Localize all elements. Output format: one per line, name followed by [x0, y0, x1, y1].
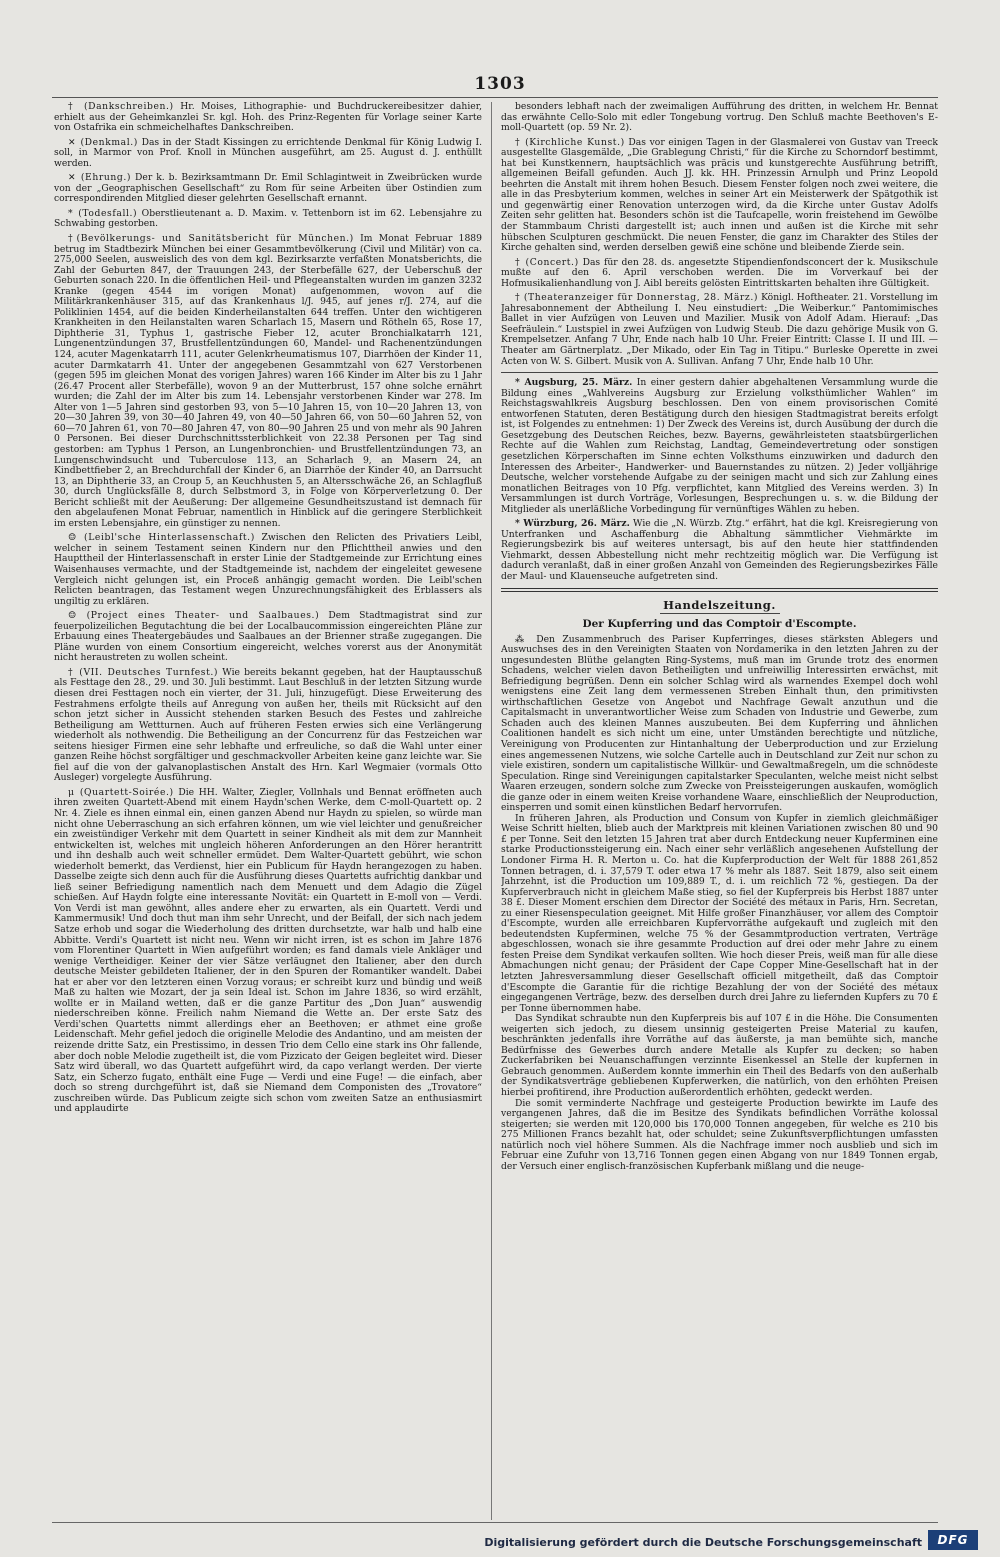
- news-item: [501, 102, 938, 134]
- item-rubric: ☺ (Project eines Theater- und Saalbaues.): [68, 610, 320, 622]
- article-title: Der Kupferring und das Comptoir d'Escompte.: [582, 617, 857, 630]
- footer-rule: [52, 1522, 938, 1523]
- news-item: [54, 788, 482, 1115]
- item-text: Das vor einigen Tagen in der Glasmalerei von Gustav van Treeck ausgestellte Glasgemälde, „Die Grablegung Christi,“ für die Kirche zu Schorndorf bestimmt, hat bei Kunstkennern, hauptsächlich was präcis und kunstgerechte Ausführung betrifft, allgemeinen Beifall gefunden. Auch JJ. kk. HH. Prinzessin Arnulph und Prinz Leopold beehrten die Anstalt mit ihrem hohen Besuch. Diesem Fenster folgen noch zwei weitere, die alle in das Presbyterium kommen, welches in seiner Art ein Meisterwerk der Spätgothik ist und gegenwärtig einer Renovation unterzogen wird, da die Kirche unter Gustav Adolfs Zeiten sehr gelitten hat. Besonders schön ist die Taufcapelle, worin freistehend im Gewölbe der Stammbaum Christi dargestellt ist; auch innen und außen ist die Kirche mit sehr hübschen Sculpturen geschmückt. Die neuen Fenster, die ganz im Charakter des Stiles der Kirche gehalten sind, werden derselben gewiß eine schöne und bleibende Zierde sein.: [501, 136, 938, 254]
- item-text: Hr. Moises, Lithographie- und Buchdruckereibesitzer dahier, erhielt aus der Geheimkanzlei Sr. kgl. Hoh. des Prinz-Regenten für Vorlage seiner Karte von Ostafrika ein schmeichelhaftes Dankschreiben.: [54, 102, 482, 134]
- article-paragraph: Die somit verminderte Nachfrage und gesteigerte Production bewirkte im Laufe des vergangenen Jahres, daß die im Besitze des Syndikats befindlichen Vorräthe kolossal steigerten; sie werden mit 120,000 bis 170,000 Tonnen angegeben, für welche es 210 bis 275 Millionen Francs bezahlt hat, oder schuldet; seine Zukunftsverpflichtungen umfassten natürlich noch viel höhere Summen. Als die Nachfrage immer noch ausblieb und sich im Februar eine Zufuhr von 13,716 Tonnen gegen einen Abgang von nur 1849 Tonnen ergab, der Versuch einer englisch-französischen Kupferbank mißlang und die neuge-: [501, 1097, 938, 1172]
- page-number: 1303: [474, 74, 526, 94]
- news-item: [54, 138, 482, 170]
- header-rule: [52, 97, 938, 98]
- title-underline: [660, 613, 780, 614]
- news-item: [501, 138, 938, 254]
- news-item: [501, 293, 938, 367]
- item-text: besonders lebhaft nach der zweimaligen Aufführung des dritten, in welchem Hr. Bennat das erwähnte Cello-Solo mit edler Tongebung vortrug. Den Schluß machte Beethoven's E-moll-Quartett (op. 59 Nr. 2).: [501, 102, 938, 134]
- item-text: Zwischen den Relicten des Privatiers Leibl, welcher in seinem Testament seinen Kindern nur den Pflichttheil anwies und den Haupttheil der Hinterlassenschaft in erster Linie der Stadtgemeinde zur Errichtung eines Waisenhauses vermachte, und der Stadtgemeinde ist, nachdem der eingeleitet gewesene Vergleich nicht gelungen ist, ein Proceß anhängig gemacht worden. Die Leibl'schen Relicten beantragen, das Testament wegen Unzurechnungsfähigkeit des Erblassers als ungiltig zu erklären.: [54, 532, 482, 607]
- local-news-continued: [501, 102, 938, 367]
- news-item: [54, 611, 482, 664]
- item-text: Das in der Stadt Kissingen zu errichtende Denkmal für König Ludwig I. soll, in Marmor von Prof. Knoll in München ausgeführt, am 25. August d. J. enthüllt werden.: [54, 136, 482, 169]
- item-rubric: † (Kirchliche Kunst.): [515, 136, 625, 148]
- article-paragraph: ⁂ Den Zusammenbruch des Pariser Kupferringes, dieses stärksten Ablegers und Auswuchses des in den Vereinigten Staaten von Nordamerika in den letzten Jahren zu der ungesundesten Blüthe gelangten Ring-Systems, muß man im Grunde trotz des enormen Schadens, welcher vielen davon Betheiligten und unfreiwillig Interessirten erwächst, mit Befriedigung begrüßen. Denn ein solcher Schlag wird als warnendes Exempel doch wohl wenigstens eine Zeit lang dem vermessenen Streben Einhalt thun, den primitivsten wirthschaftlichen Gesetze von Angebot und Nachfrage Gewalt anzuthun und die Capitalsmacht in unverantwortlicher Weise zum Schaden von Industrie und Gewerbe, zum Schaden auch des kleinen Mannes auszubeuten. Bei dem Kupferring und ähnlichen Coalitionen handelt es sich nicht um eine, unter Umständen berechtigte und nützliche, Vereinigung von Producenten zur Hintanhaltung der Ueberproduction und zur Erzielung eines angemessenen Nutzens, wie solche Cartelle auch in Deutschland zur Zeit nur schon zu viele existiren, sondern um capitalistische Willkür- und Gewaltmaßregeln, um die schnödeste Speculation. Ringe sind Vereinigungen capitalstarker Speculanten, welche meist nicht selbst Waaren erzeugen, sondern solche zum Zwecke von Preissteigerungen auskaufen, womöglich die ganze oder in einem weiten Kreise vorhandene Waare, einschließlich der Neuproduction, einsperren und somit einen künstlichen Bedarf hervorrufen.: [501, 633, 938, 814]
- item-text: In einer gestern dahier abgehaltenen Versammlung wurde die Bildung eines „Wahlvereins Augsburg zur Erzielung volksthümlicher Wahlen“ im Reichstagswahlkreis Augsburg beschlossen. Den von einem provisorischen Comité entworfenen Statuten, deren Bestätigung durch den hiesigen Stadtmagistrat bereits erfolgt ist, ist Folgendes zu entnehmen: 1) Der Zweck des Vereins ist, durch Ausübung der durch die Gesetzgebung des Deutschen Reiches, bezw. Bayerns, gewährleisteten staatsbürgerlichen Rechte auf die Wahlen zum Reichstag, Landtag, Gemeindevertretung oder sonstigen gesetzlichen Körperschaften im Sinne echten Volksthums einzuwirken und dadurch den Interessen des Arbeiter-, Handwerker- und Bauernstandes zu nützen. 2) Jeder volljährige Deutsche, welcher vorstehende Aufgabe zu der seinigen macht und sich zur Zahlung eines monatlichen Beitrages von 10 Pfg. verpflichtet, kann Mitglied des Vereins werden. 3) In Versammlungen ist durch Vorträge, Vorlesungen, Besprechungen u. s. w. die Bildung der Mitglieder als unerläßliche Vorbedingung für vernünftiges Wählen zu heben.: [501, 377, 938, 515]
- left-column: [54, 102, 482, 1520]
- column-divider: [491, 102, 492, 1520]
- commerce-article: [501, 635, 938, 1173]
- article-paragraph: Das Syndikat schraubte nun den Kupferpreis bis auf 107 £ in die Höhe. Die Consumenten weigerten sich jedoch, zu diesem unsinnig gesteigerten Preise Material zu kaufen, beschränkten jedenfalls ihre Vorräthe auf das äußerste, ja man bemühte sich, manche Bedürfnisse des Gewerbes durch andere Metalle als Kupfer zu decken; so haben Zuckerfabriken bei Neuanschaffungen verzinnte Eisenkessel an Stelle der kupfernen in Gebrauch genommen. Außerdem konnte immerhin ein Theil des Bedarfs von den außerhalb der Syndikatsverträge gebliebenen Kupferwerken, die natürlich, von den erhöhten Preisen hierbei profitirend, ihre Production außerordentlich erhöhten, gedeckt werden.: [501, 1013, 938, 1099]
- item-rubric: † (Concert.): [515, 256, 579, 268]
- item-text: Im Monat Februar 1889 betrug im Stadtbezirk München bei einer Gesammtbevölkerung (Civil und Militär) von ca. 275,000 Seelen, ausweislich des von dem kgl. Bezirksarzte verfaßten Monatsberichts, die Zahl der Geburten 847, der Trauungen 243, der Sterbefälle 627, der Ueberschuß der Geburten sonach 220. In die öffentlichen Heil- und Pflegeanstalten wurden im ganzen 3232 Kranke (gegen 4544 im vorigen Monat) aufgenommen, wovon auf die Militärkrankenhäuser 315, auf das Krankenhaus l/J. 945, auf jenes r/J. 274, auf die Poliklinien 1454, auf die beiden Kinderheilanstalten 644 treffen. Unter den wichtigeren Krankheiten in den Heilanstalten waren Scharlach 15, Masern und Rötheln 65, Rose 17, Diphtherie 31, Typhus 1, gastrische Fieber 12, acuter Bronchialkatarrh 121, Lungenentzündungen 37, Brustfellentzündungen 60, Mandel- und Rachenentzündungen 124, acuter Magenkatarrh 111, acuter Gelenkrheumatismus 107, Diarrhöen der Kinder 11, acuter Darmkatarrh 41. Unter der angegebenen Gesammtzahl von 627 Verstorbenen (gegen 595 im gleichen Monat des vorigen Jahres) waren 166 Kinder im Alter bis zu 1 Jahr (26.47 Procent aller Sterbefälle), wovon 9 an der Mutterbrust, 157 ohne solche ernährt wurden; die Zahl der im Alter bis zum 14. Lebensjahr verstorbenen Kinder war 278. Im Alter von 1—5 Jahren sind gestorben 93, von 5—10 Jahren 15, von 10—20 Jahren 13, von 20—30 Jahren 39, von 30—40 Jahren 49, von 40—50 Jahren 66, von 50—60 Jahren 52, von 60—70 Jahren 61, von 70—80 Jahren 47, von 80—90 Jahren 25 und von mehr als 90 Jahren 0 Personen. Bei dieser Durchschnittssterblichkeit von 22.38 Personen per Tag sind gestorben: am Typhus 1 Person, an Lungenbronchien- und Brustfellentzündungen 73, an Lungenschwindsucht und Tuberculose 113, an Scharlach 9, an Masern 24, an Kindbettfieber 2, an Brechdurchfall der Kinder 6, an Diarrhöe der Kinder 40, an Darrsucht 13, an Diphtherie 33, an Croup 5, an Keuchhusten 5, an Altersschwäche 26, an Schlagfluß 30, durch Unglücksfälle 8, durch Selbstmord 3, in Folge von Körperverletzung 0. Der Bericht schließt mit der Aeußerung: Der allgemeine Gesundheitszustand ist demnach für den abgelaufenen Monat Februar, namentlich in Hinblick auf die geringere Sterblichkeit im ersten Lebensjahre, ein günstiger zu nennen.: [54, 233, 482, 529]
- news-item: [54, 668, 482, 784]
- news-item: [501, 378, 938, 515]
- news-item: [54, 234, 482, 529]
- article-paragraph: In früheren Jahren, als Production und Consum von Kupfer in ziemlich gleichmäßiger Weise Schritt hielten, blieb auch der Marktpreis mit kleinen Variationen zwischen 80 und 90 £ per Tonne. Seit den letzten 15 Jahren trat aber durch Entdeckung neuer Kupferminen eine starke Productionssteigerung ein. Nach einer sehr verläßlich angesehenen Aufstellung der Londoner Firma H. R. Merton u. Co. hat die Kupferproduction der Welt für 1888 261,852 Tonnen betragen, d. i. 37,579 T. oder etwa 17 % mehr als 1887. Seit 1879, also seit einem Jahrzehnt, ist die Production um 109,889 T., d. i. um reichlich 72 %, gestiegen. Da der Kupferverbrauch nicht in gleichem Maße stieg, so fiel der Kupferpreis bis Herbst 1887 unter 38 £. Dieser Moment erschien dem Director der Société des métaux in Paris, Hrn. Secretan, zu einer Riesenspeculation geeignet. Mit Hilfe großer Finanzhäuser, vor allem des Comptoir d'Escompte, wurden alle erreichbaren Kupfervorräthe aufgekauft und zugleich mit den bedeutendsten Kupferminen, welche 75 % der Gesammtproduction vertraten, Verträge abgeschlossen, wonach sie ihre gesammte Production auf drei oder mehr Jahre zu einem festen Preise dem Syndikat verkaufen sollten. Wie hoch dieser Preis, weiß man für alle diese Abmachungen nicht genau; der Präsident der Cape Copper Mine-Gesellschaft hat in der letzten Jahresversammlung dieser Gesellschaft officiell mitgetheilt, daß das Comptoir d'Escompte die Garantie für die richtige Bezahlung der von der Société des métaux eingegangenen Verträge, bezw. des derselben durch drei Jahre zu liefernden Kupfers zu 70 £ per Tonne übernommen habe.: [501, 812, 938, 1014]
- item-rubric: ✕ (Ehrung.): [68, 172, 132, 184]
- item-rubric: † (Dankschreiben.): [68, 102, 174, 112]
- item-text: Wie bereits bekannt gegeben, hat der Hauptausschuß als Festtage den 28., 29. und 30. Juli bestimmt. Laut Beschluß in der letzten Sitzung wurde diesen drei Festtagen noch ein vierter, der 31. Juli, hinzugefügt. Diese Erweiterung des Festrahmens erfolgte theils auf Anregung von außen her, theils mit Rücksicht auf den schon jetzt sicher in Aussicht stehenden starken Besuch des Festes und zahlreiche Betheiligung am Wettturnen. Auch auf früheren Festen erwies sich eine Verlängerung wiederholt als nothwendig. Die Betheiligung an der Concurrenz für das Festzeichen war seitens hiesiger Firmen eine sehr lebhafte und erfreuliche, so daß die Wahl unter einer ganzen Reihe höchst sorgfältiger und geschmackvoller Arbeiten keine ganz leichte war. Sie fiel auf die von der galvanoplastischen Anstalt des Hrn. Karl Wegmaier (vormals Otto Ausleger) vorgelegte Ausführung.: [54, 666, 482, 784]
- item-dateline: * Augsburg, 25. März.: [515, 377, 633, 389]
- news-item: [54, 533, 482, 607]
- item-text: Oberstlieutenant a. D. Maxim. v. Tettenborn ist im 62. Lebensjahre zu Schwabing gestorben.: [54, 207, 482, 230]
- item-rubric: * (Todesfall.): [68, 207, 138, 219]
- item-rubric: † (Theateranzeiger für Donnerstag, 28. März.): [515, 292, 759, 304]
- item-text: Dem Stadtmagistrat sind zur feuerpolizeilichen Begutachtung die bei der Localbaucommission eingereichten Pläne zur Erbauung eines Theatergebäudes und Saalbaues an der Brienner straße zugegangen. Die Pläne wurden von einem Consortium eingereicht, welches vorerst aus der Anonymität nicht heraustreten zu wollen scheint.: [54, 610, 482, 664]
- news-item: [54, 102, 482, 134]
- dfg-logo[interactable]: DFG: [928, 1530, 978, 1550]
- item-text: Die HH. Walter, Ziegler, Vollnhals und Bennat eröffneten auch ihren zweiten Quartett-Abend mit einem Haydn'schen Werke, dem C-moll-Quartett op. 2 Nr. 4. Ziele es ihnen einmal ein, einen ganzen Abend nur Haydn zu spielen, so würde man nicht ohne Ueberraschung an sich erfahren können, um wie viel leichter und genußreicher ein zweistündiger Verkehr mit dem Quartett in seiner Kindheit als mit dem zur Mannheit entwickelten ist, welches mit ungleich höheren Anforderungen an den Hörer herantritt und ihn deshalb auch weit schneller ermüdet. Dem Walter-Quartett gebührt, wie schon wiederholt bemerkt, das Verdienst, hier ein Publicum für Haydn herangezogen zu haben. Dasselbe zeigte sich denn auch für die Ausführung dieses Quartetts aufrichtig dankbar und ließ seiner Befriedigung namentlich nach dem Menuett und dem Adagio die Zügel schießen. Auf Haydn folgte eine interessante Novität: ein Quartett in E-moll von — Verdi. Von Verdi ist man gewöhnt, alles andere eher zu erwarten, als ein Quartett. Verdi und Kammermusik! Und doch thut man ihm sehr Unrecht, und der Beifall, der sich nach jedem Satze erhob und sogar die Wiederholung des dritten durchsetzte, war halb und halb eine Abbitte. Verdi's Quartett ist nicht neu. Wenn wir nicht irren, ist es schon im Jahre 1876 vom Florentiner Quartett in Wien aufgeführt worden; es fand damals viele Ankläger und wenige Vertheidiger. Keiner der vier Sätze verläugnet den Italiener, aber den durch deutsche Meister gebildeten Italiener, der in den Spuren der Romantiker wandelt. Dabei hat er aber vor den letzteren einen Vorzug voraus; er schreibt kurz und bündig und weiß Maß zu halten wie Mozart, der ja sein Ideal ist. Schon im Jahre 1836, so wird erzählt, wollte er in Mailand wetten, daß er die ganze Partitur des „Don Juan“ auswendig niederschreiben könne. Freilich nahm Niemand die Wette an. Der erste Satz des Verdi'schen Quartetts nimmt allerdings eher an Beethoven; er athmet eine große Leidenschaft. Mehr gefiel jedoch die originelle Melodie des Andantino, und am meisten der reizende dritte Satz, ein Prestissimo, in dessen Trio dem Cello eine stark ins Ohr fallende, aber doch noble Melodie zugetheilt ist, die vom Pizzicato der Geigen begleitet wird. Dieser Satz wird überall, wo das Quartett aufgeführt wird, da capo verlangt werden. Der vierte Satz, ein Scherzo fugato, enthält eine Fuge — Verdi und eine Fuge! — die einfach, aber doch so streng durchgeführt ist, daß sie Niemand dem Componisten des „Trovatore“ zuschreiben würde. Das Publicum zeigte sich schon vom zweiten Satze an enthusiasmirt und applaudirte: [54, 786, 482, 1115]
- item-rubric: ☺ (Leibl'sche Hinterlassenschaft.): [68, 532, 255, 544]
- item-text: Der k. b. Bezirksamtmann Dr. Emil Schlagintweit in Zweibrücken wurde von der „Geographischen Gesellschaft“ zu Rom für seine Arbeiten über Ostindien zum correspondirenden Mitglied dieser gelehrten Gesellschaft ernannt.: [54, 172, 482, 205]
- section-title: Handelszeitung.: [663, 597, 776, 612]
- item-rubric: † (VII. Deutsches Turnfest.): [68, 666, 219, 678]
- item-rubric: μ (Quartett-Soirée.): [68, 786, 174, 798]
- item-dateline: * Würzburg, 26. März.: [515, 518, 630, 530]
- news-item: [54, 173, 482, 205]
- right-column: [501, 102, 938, 1520]
- news-item: [501, 519, 938, 582]
- footer-credit: Digitalisierung gefördert durch die Deutsche Forschungsgemeinschaft: [484, 1536, 922, 1549]
- item-rubric: ✕ (Denkmal.): [68, 136, 138, 148]
- regional-news: [501, 378, 938, 582]
- item-rubric: †(Bevölkerungs- und Sanitätsbericht für München.): [68, 233, 354, 245]
- separator-rule: [501, 372, 938, 373]
- news-item: [501, 258, 938, 290]
- item-text: Wie die „N. Würzb. Ztg.“ erfährt, hat die kgl. Kreisregierung von Unterfranken und Aschaffenburg die Abhaltung sämmtlicher Viehmärkte im Regierungsbezirk bis auf weiteres untersagt, bis auf den heute hier stattfindenden Viehmarkt, dessen Abbestellung nicht mehr rechtzeitig möglich war. Die Verfügung ist dadurch veranlaßt, daß in einer großen Anzahl von Gemeinden des Regierungsbezirkes Fälle der Maul- und Klauenseuche aufgetreten sind.: [501, 518, 938, 582]
- section-divider: [501, 588, 938, 592]
- item-text: Königl. Hoftheater. 21. Vorstellung im Jahresabonnement der Abtheilung I. Neu einstudiert: „Die Weiberkur.“ Pantomimisches Ballet in vier Aufzügen von Leuven und Mazilier. Musik von Adolf Adam. Hierauf: „Das Seefräulein.“ Lustspiel in zwei Aufzügen von Ludwig Steub. Die dazu gehörige Musik von G. Krempelsetzer. Anfang 7 Uhr, Ende nach halb 10 Uhr. Freier Eintritt: Classe I. II und III. — Theater am Gärtnerplatz. „Der Mikado, oder Ein Tag in Titipu.“ Burleske Operette in zwei Acten von W. S. Gilbert. Musik von A. Sullivan. Anfang 7 Uhr, Ende halb 10 Uhr.: [501, 292, 938, 367]
- news-item: [54, 209, 482, 230]
- item-text: Das für den 28. ds. angesetzte Stipendienfondsconcert der k. Musikschule mußte auf den 6. April verschoben werden. Die im Vorverkauf bei der Hofmusikalienhandlung von J. Aibl bereits gelösten Eintrittskarten behalten ihre Gültigkeit.: [501, 256, 938, 289]
